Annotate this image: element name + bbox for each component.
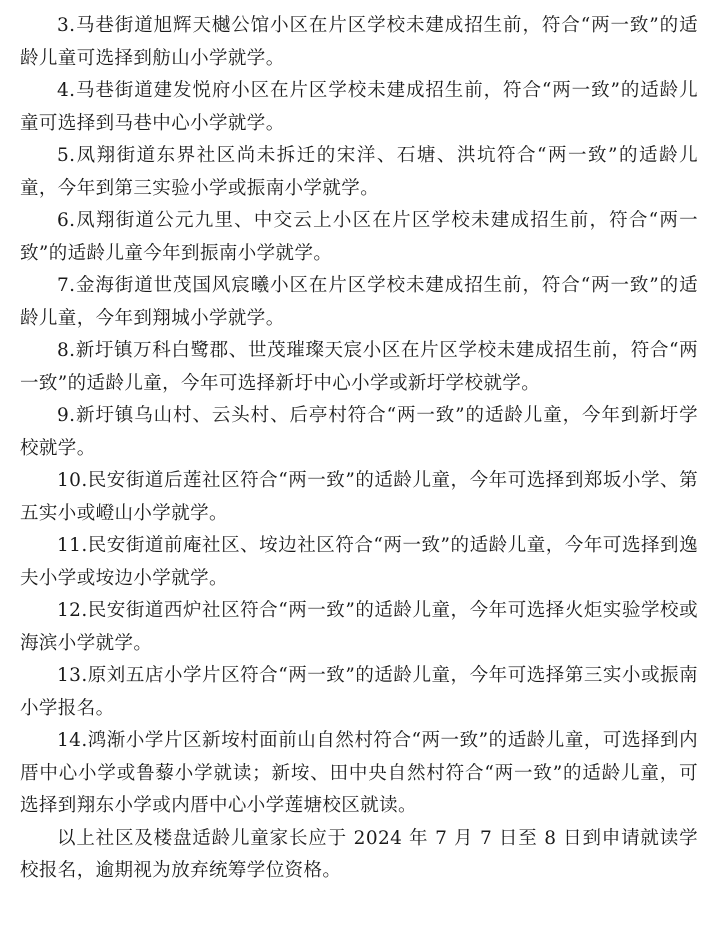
paragraph-item-13: 13.原刘五店小学片区符合“两一致”的适龄儿童，今年可选择第三实小或振南小学报名。 [20,665,698,719]
paragraph-item-14: 14.鸿渐小学片区新垵村面前山自然村符合“两一致”的适龄儿童，可选择到内厝中心小学或鲁藜小学就读；新垵、田中央自然村符合“两一致”的适龄儿童，可选择到翔东小学或内厝中心小学莲塘校区就读。 [20,730,698,816]
paragraph-item-11: 11.民安街道前庵社区、垵边社区符合“两一致”的适龄儿童，今年可选择到逸夫小学或垵边小学就学。 [20,535,698,589]
paragraph-item-12: 12.民安街道西炉社区符合“两一致”的适龄儿童，今年可选择火炬实验学校或海滨小学就学。 [20,600,698,654]
document-body [20,10,698,888]
closing-paragraph: 以上社区及楼盘适龄儿童家长应于 2024 年 7 月 7 日至 8 日到申请就读学校报名，逾期视为放弃统筹学位资格。 [20,827,698,881]
paragraph-item-5: 5.凤翔街道东界社区尚未拆迁的宋洋、石塘、洪坑符合“两一致”的适龄儿童，今年到第三实验小学或振南小学就学。 [20,145,698,199]
paragraph-item-4: 4.马巷街道建发悦府小区在片区学校未建成招生前，符合“两一致”的适龄儿童可选择到马巷中心小学就学。 [20,80,698,134]
paragraph-item-8: 8.新圩镇万科白鹭郡、世茂璀璨天宸小区在片区学校未建成招生前，符合“两一致”的适龄儿童，今年可选择新圩中心小学或新圩学校就学。 [20,340,698,394]
paragraph-item-7: 7.金海街道世茂国风宸曦小区在片区学校未建成招生前，符合“两一致”的适龄儿童，今年到翔城小学就学。 [20,275,698,329]
paragraph-item-3: 3.马巷街道旭辉天樾公馆小区在片区学校未建成招生前，符合“两一致”的适龄儿童可选择到舫山小学就学。 [20,15,698,69]
paragraph-item-10: 10.民安街道后莲社区符合“两一致”的适龄儿童，今年可选择到郑坂小学、第五实小或嶝山小学就学。 [20,470,698,524]
paragraph-item-6: 6.凤翔街道公元九里、中交云上小区在片区学校未建成招生前，符合“两一致”的适龄儿童今年到振南小学就学。 [20,210,698,264]
paragraph-item-9: 9.新圩镇乌山村、云头村、后亭村符合“两一致”的适龄儿童，今年到新圩学校就学。 [20,405,698,459]
